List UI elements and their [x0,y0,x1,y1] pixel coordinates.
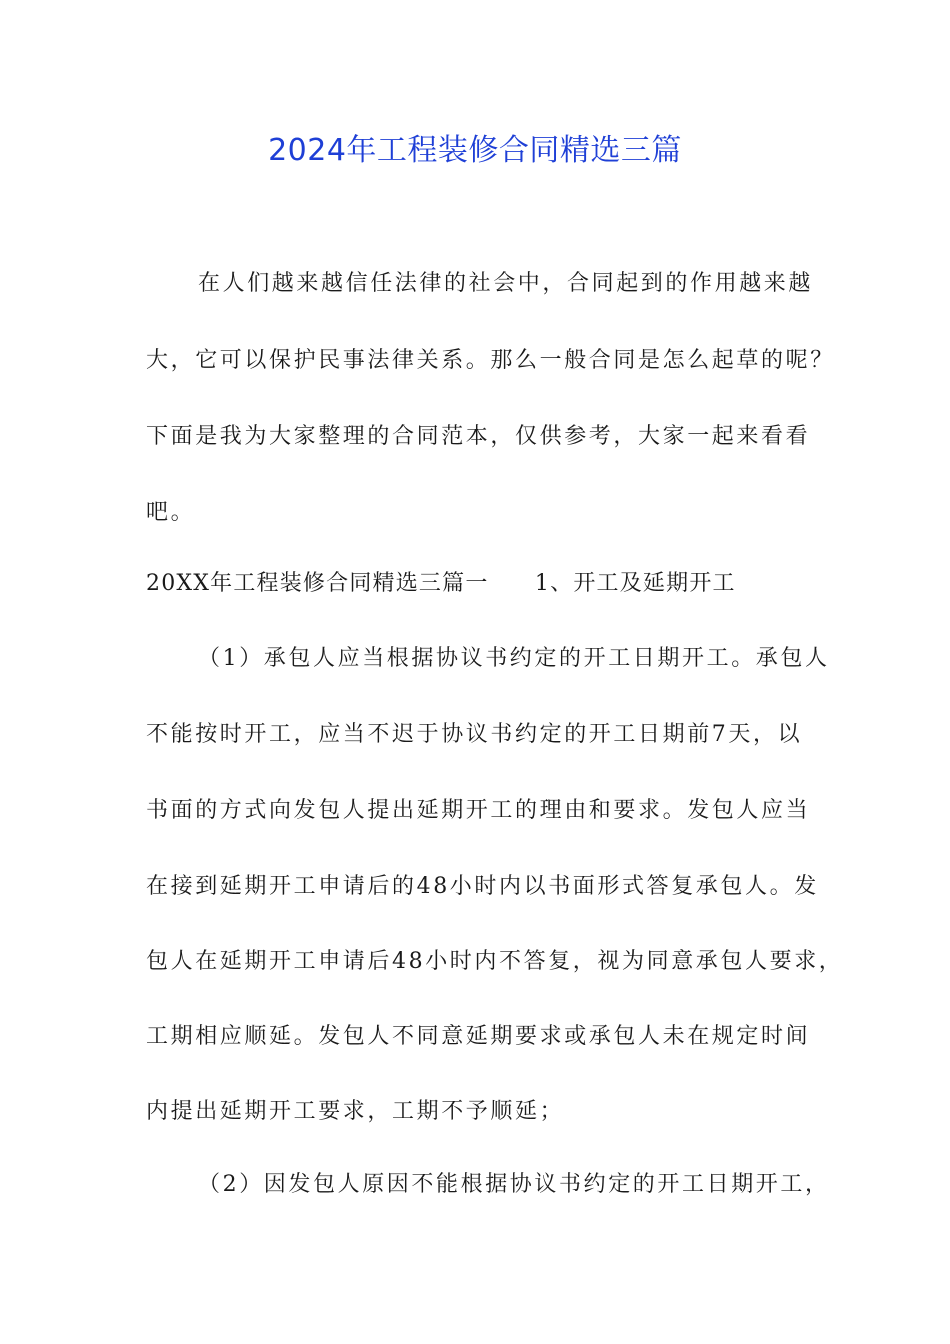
paragraph-line: 下面是我为大家整理的合同范本，仅供参考，大家一起来看看 [146,424,811,449]
paragraph-line: （1）承包人应当根据协议书约定的开工日期开工。承包人 [198,646,830,671]
paragraph-line: 吧。 [146,500,196,525]
paragraph-line: 包人在延期开工申请后48小时内不答复，视为同意承包人要求， [146,949,844,974]
section-heading-line: 20XX年工程装修合同精选三篇一 1、开工及延期开工 [146,571,736,596]
paragraph-line: 书面的方式向发包人提出延期开工的理由和要求。发包人应当 [146,798,811,823]
paragraph-line: 不能按时开工，应当不迟于协议书约定的开工日期前7天，以 [146,722,803,747]
paragraph-line: 大，它可以保护民事法律关系。那么一般合同是怎么起草的呢？ [146,348,835,373]
paragraph-line: 在接到延期开工申请后的48小时内以书面形式答复承包人。发 [146,874,819,899]
paragraph-line: 在人们越来越信任法律的社会中，合同起到的作用越来越 [198,271,814,296]
document-title: 2024年工程装修合同精选三篇 [268,133,682,168]
paragraph-line: （2）因发包人原因不能根据协议书约定的开工日期开工， [198,1172,830,1197]
paragraph-line: 内提出延期开工要求，工期不予顺延； [146,1099,565,1124]
paragraph-line: 工期相应顺延。发包人不同意延期要求或承包人未在规定时间 [146,1024,811,1049]
